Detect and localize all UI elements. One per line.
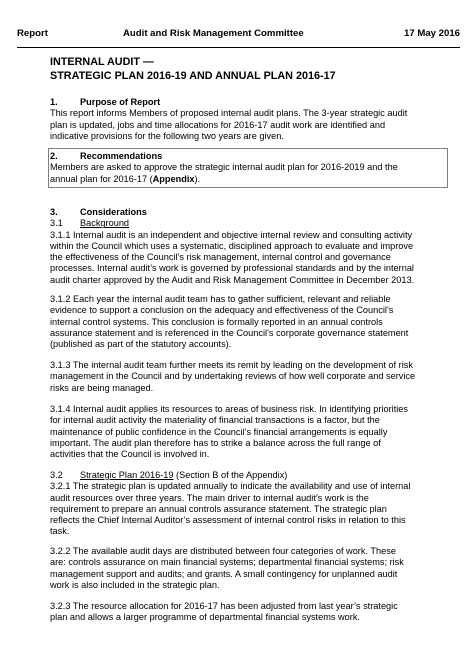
title-line-1: INTERNAL AUDIT — bbox=[50, 56, 154, 68]
section-purpose-line: plan is updated, jobs and time allocations for 2016-17 audit work are identified and bbox=[50, 119, 386, 130]
recommendations-text: annual plan for 2016-17 ( bbox=[50, 173, 153, 184]
paragraph-3-2-3-line: 3.2.3 The resource allocation for 2016-17 has been adjusted from last year’s strategic bbox=[50, 601, 398, 611]
recommendations-text-end: ). bbox=[194, 173, 201, 184]
paragraph-3-1-2-line: assurance statement and is referenced in the Council’s corporate governance statement bbox=[50, 327, 409, 338]
paragraph-3-1-2-line: (published as part of the statutory accounts). bbox=[50, 339, 232, 350]
paragraph-3-2-2-line: work is also included in the strategic plan. bbox=[50, 579, 220, 590]
paragraph-3-1-4-line: for internal audit activity the materiality of financial transactions is a factor, but the bbox=[50, 415, 380, 426]
subsection-strategic-plan-title: Strategic Plan 2016-19 bbox=[80, 470, 174, 480]
paragraph-3-2-1-line: reflects the Chief Internal Auditor’s assessment of internal control risks in relation to this bbox=[50, 515, 406, 526]
paragraph-3-2-1-line: audit resources over three years. The main driver to internal audit’s work is the bbox=[50, 492, 369, 503]
section-purpose bbox=[50, 97, 450, 142]
paragraph-3-2-3 bbox=[50, 601, 450, 624]
paragraph-3-2-2-line: 3.2.2 The available audit days are distributed between four categories of work. These bbox=[50, 546, 396, 556]
paragraph-3-1-3-line: risks are being managed. bbox=[50, 382, 154, 393]
section-considerations-number: 3. bbox=[50, 207, 58, 217]
section-purpose-heading bbox=[50, 97, 450, 108]
paragraph-3-1-1-line: processes. Internal audit’s work is governed by professional standards and by the internal bbox=[50, 263, 414, 274]
paragraph-3-2-2-line: management support and audits; and grants. A small contingency for unplanned audit bbox=[50, 568, 398, 579]
subsection-strategic-plan-number: 3.2 bbox=[50, 470, 63, 480]
document-title bbox=[50, 56, 450, 83]
paragraph-3-1-1-line: 3.1.1 Internal audit is an independent and objective internal review and consulting activity bbox=[50, 229, 413, 240]
paragraph-3-1-2 bbox=[50, 294, 450, 350]
section-recommendations-heading bbox=[50, 151, 450, 162]
subsection-background-heading bbox=[50, 218, 450, 229]
page-header bbox=[17, 12, 460, 46]
paragraph-3-2-2 bbox=[50, 546, 450, 591]
paragraph-3-1-4-line: activities that the Council is involved in. bbox=[50, 449, 210, 460]
paragraph-3-1-1-line: within the Council which uses a systematic, disciplined approach to evaluate and improve bbox=[50, 240, 414, 251]
paragraph-3-1-1-line: the effectiveness of the Council’s risk management, internal control and governance bbox=[50, 252, 391, 263]
header-date: 17 May 2016 bbox=[403, 28, 460, 39]
subsection-strategic-plan-note: (Section B of the Appendix) bbox=[173, 470, 288, 480]
section-purpose-line: indicative provisions for the following two years are given. bbox=[50, 130, 284, 141]
section-purpose-title: Purpose of Report bbox=[80, 97, 161, 107]
section-considerations-heading bbox=[50, 207, 450, 218]
paragraph-3-1-2-line: evidence to support a conclusion on the adequacy and effectiveness of the Council’s bbox=[50, 305, 394, 316]
subsection-background-number: 3.1 bbox=[50, 218, 63, 229]
paragraph-3-1-4 bbox=[50, 404, 450, 460]
paragraph-3-2-1-line: 3.2.1 The strategic plan is updated annually to indicate the availability and use of internal bbox=[50, 481, 411, 492]
paragraph-3-2-2-line: are: controls assurance on main financial systems; departmental financial systems; risk bbox=[50, 557, 404, 568]
header-divider bbox=[17, 47, 460, 48]
header-committee-name: Audit and Risk Management Committee bbox=[123, 28, 304, 39]
section-recommendations-number: 2. bbox=[50, 151, 58, 161]
section-considerations bbox=[50, 207, 450, 286]
paragraph-3-2-1-line: requirement to prepare an annual controls assurance statement. The strategic plan bbox=[50, 503, 387, 514]
recommendations-line-1: Members are asked to approve the strategic internal audit plan for 2016-2019 and the bbox=[50, 162, 398, 173]
section-considerations-title: Considerations bbox=[80, 207, 147, 217]
header-report-label: Report bbox=[17, 28, 48, 39]
appendix-reference: Appendix bbox=[152, 173, 195, 184]
subsection-strategic-plan-heading bbox=[50, 470, 450, 481]
paragraph-3-2-3-line: plan and allows a larger programme of departmental financial systems work. bbox=[50, 612, 360, 623]
paragraph-3-2-1-line: task. bbox=[50, 526, 70, 537]
paragraph-3-1-3 bbox=[50, 360, 450, 394]
subsection-background-title: Background bbox=[80, 218, 130, 229]
paragraph-3-1-1-line: audit charter approved by the Audit and Risk Management Committee in December 2013. bbox=[50, 274, 415, 285]
title-line-2: STRATEGIC PLAN 2016-19 AND ANNUAL PLAN 2016-17 bbox=[50, 69, 336, 82]
paragraph-3-1-4-line: maintenance of public confidence in the Council’s financial arrangements is equally bbox=[50, 426, 388, 437]
subsection-strategic-plan bbox=[50, 470, 450, 538]
paragraph-3-1-4-line: important. The audit plan therefore has to strike a balance across the full range of bbox=[50, 437, 381, 448]
paragraph-3-1-4-line: 3.1.4 Internal audit applies its resources to areas of business risk. In identifying priorities bbox=[50, 404, 408, 414]
section-recommendations-title: Recommendations bbox=[80, 151, 163, 161]
paragraph-3-1-3-line: 3.1.3 The internal audit team further meets its remit by leading on the development of risk bbox=[50, 360, 413, 370]
recommendations-line-2 bbox=[50, 174, 450, 185]
paragraph-3-1-3-line: management in the Council and by undertaking reviews of how well corporate and service bbox=[50, 371, 416, 382]
section-recommendations bbox=[50, 151, 450, 185]
paragraph-3-1-2-line: internal control systems. This conclusion is formally reported in an annual controls bbox=[50, 316, 383, 327]
section-purpose-line: This report informs Members of proposed internal audit plans. The 3-year strategic audit bbox=[50, 108, 408, 119]
section-purpose-number: 1. bbox=[50, 97, 58, 107]
paragraph-3-1-2-line: 3.1.2 Each year the internal audit team has to gather sufficient, relevant and reliable bbox=[50, 294, 391, 304]
